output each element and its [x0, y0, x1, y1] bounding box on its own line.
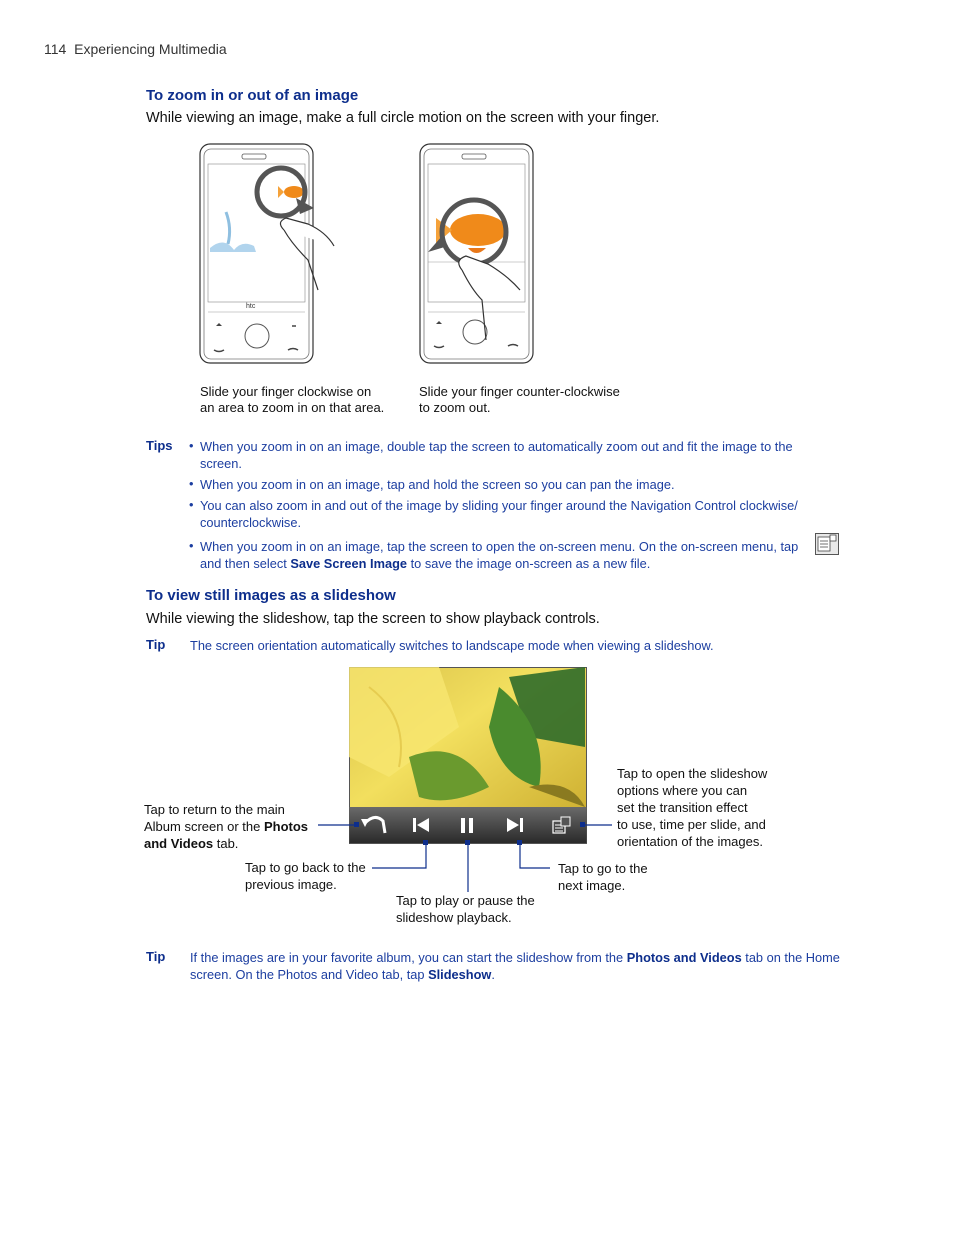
callout-play-line: slideshow playback.: [396, 910, 512, 925]
tip-4-line: When you zoom in on an image, tap the screen to open the on-screen menu. On the on-screen menu, tap: [200, 539, 799, 554]
slideshow-intro: While viewing the slideshow, tap the screen to show playback controls.: [146, 611, 600, 627]
callout-next-line: Tap to go to the: [558, 861, 648, 876]
callout-play-line: Tap to play or pause the: [396, 893, 535, 908]
callout-previous-line: Tap to go back to the: [245, 860, 366, 875]
callout-next-line: next image.: [558, 878, 626, 893]
bullet: •: [189, 476, 194, 491]
callout-return-line: Tap to return to the main: [144, 802, 285, 817]
callout-options-line: orientation of the images.: [617, 834, 763, 849]
callout-return-text: Album screen or the: [144, 819, 264, 834]
bullet: •: [189, 538, 194, 553]
callout-options-line: options where you can: [617, 783, 748, 798]
callout-options: [617, 765, 767, 850]
callout-return-line: [144, 835, 308, 852]
section-title: Experiencing Multimedia: [74, 41, 227, 57]
final-tip-bold: Slideshow: [428, 967, 492, 982]
zoom-heading: To zoom in or out of an image: [146, 87, 359, 104]
caption-zoom-in-line: an area to zoom in on that area.: [200, 400, 385, 415]
final-tip-text: .: [491, 967, 495, 982]
phone-zoom-out-illustration: [416, 140, 541, 368]
zoom-intro: While viewing an image, make a full circle motion on the screen with your finger.: [146, 110, 660, 126]
final-tip-line: [190, 949, 880, 966]
final-tip-line: [190, 966, 880, 983]
callout-next: [558, 860, 648, 894]
phone-brand: htc: [246, 303, 256, 310]
final-tip-text: If the images are in your favorite album, you can start the slideshow from the: [190, 950, 627, 965]
callout-return-line: [144, 818, 308, 835]
tip-3-line: counterclockwise.: [200, 515, 301, 530]
final-tip-text: screen. On the Photos and Video tab, tap: [190, 967, 429, 982]
callout-return-text: tab.: [213, 836, 239, 851]
callout-options-line: Tap to open the slideshow: [617, 766, 768, 781]
final-tip-label: Tip: [146, 949, 166, 964]
bullet: •: [189, 438, 194, 453]
tip-2: When you zoom in on an image, tap and hold the screen so you can pan the image.: [200, 477, 675, 492]
slideshow-heading: To view still images as a slideshow: [146, 587, 396, 604]
slideshow-tip-label: Tip: [146, 637, 166, 652]
caption-zoom-in-line: Slide your finger clockwise on: [200, 384, 372, 399]
tip-4-text: and then select: [200, 556, 291, 571]
tip-1-line: When you zoom in on an image, double tap the screen to automatically zoom out and fit the image to the: [200, 439, 793, 454]
tip-1-line: screen.: [200, 456, 242, 471]
callout-return: [144, 801, 308, 852]
caption-zoom-out-line: Slide your finger counter-clockwise: [419, 384, 620, 399]
final-tip: [190, 949, 880, 983]
slideshow-tip: The screen orientation automatically switches to landscape mode when viewing a slideshow.: [190, 638, 714, 653]
save-screen-image-label: Save Screen Image: [290, 556, 408, 571]
callout-previous: [245, 859, 366, 893]
callout-play: [396, 892, 535, 926]
tips-label: Tips: [146, 438, 173, 453]
callout-return-bold: and Videos: [144, 836, 214, 851]
tip-3: [200, 497, 840, 531]
final-tip-bold: Photos and Videos: [626, 950, 742, 965]
callout-return-bold: Photos: [263, 819, 309, 834]
bullet: •: [189, 497, 194, 512]
callout-options-line: set the transition effect: [617, 800, 748, 815]
caption-zoom-in: [200, 384, 384, 416]
tip-1: [200, 438, 840, 472]
tip-4-text: to save the image on-screen as a new file.: [407, 556, 651, 571]
final-tip-text: tab on the Home: [741, 950, 840, 965]
menu-icon: [815, 533, 839, 555]
page-header: [44, 41, 227, 57]
callout-options-line: to use, time per slide, and: [617, 817, 766, 832]
page-number: 114: [44, 41, 67, 57]
tip-4-line: [200, 555, 820, 572]
phone-zoom-in-illustration: [196, 140, 341, 368]
caption-zoom-out: [419, 384, 620, 416]
callout-previous-line: previous image.: [245, 877, 337, 892]
tip-4: [200, 538, 820, 572]
tip-3-line: You can also zoom in and out of the image by sliding your finger around the Navigation Control clockwise/: [200, 498, 798, 513]
caption-zoom-out-line: to zoom out.: [419, 400, 491, 415]
